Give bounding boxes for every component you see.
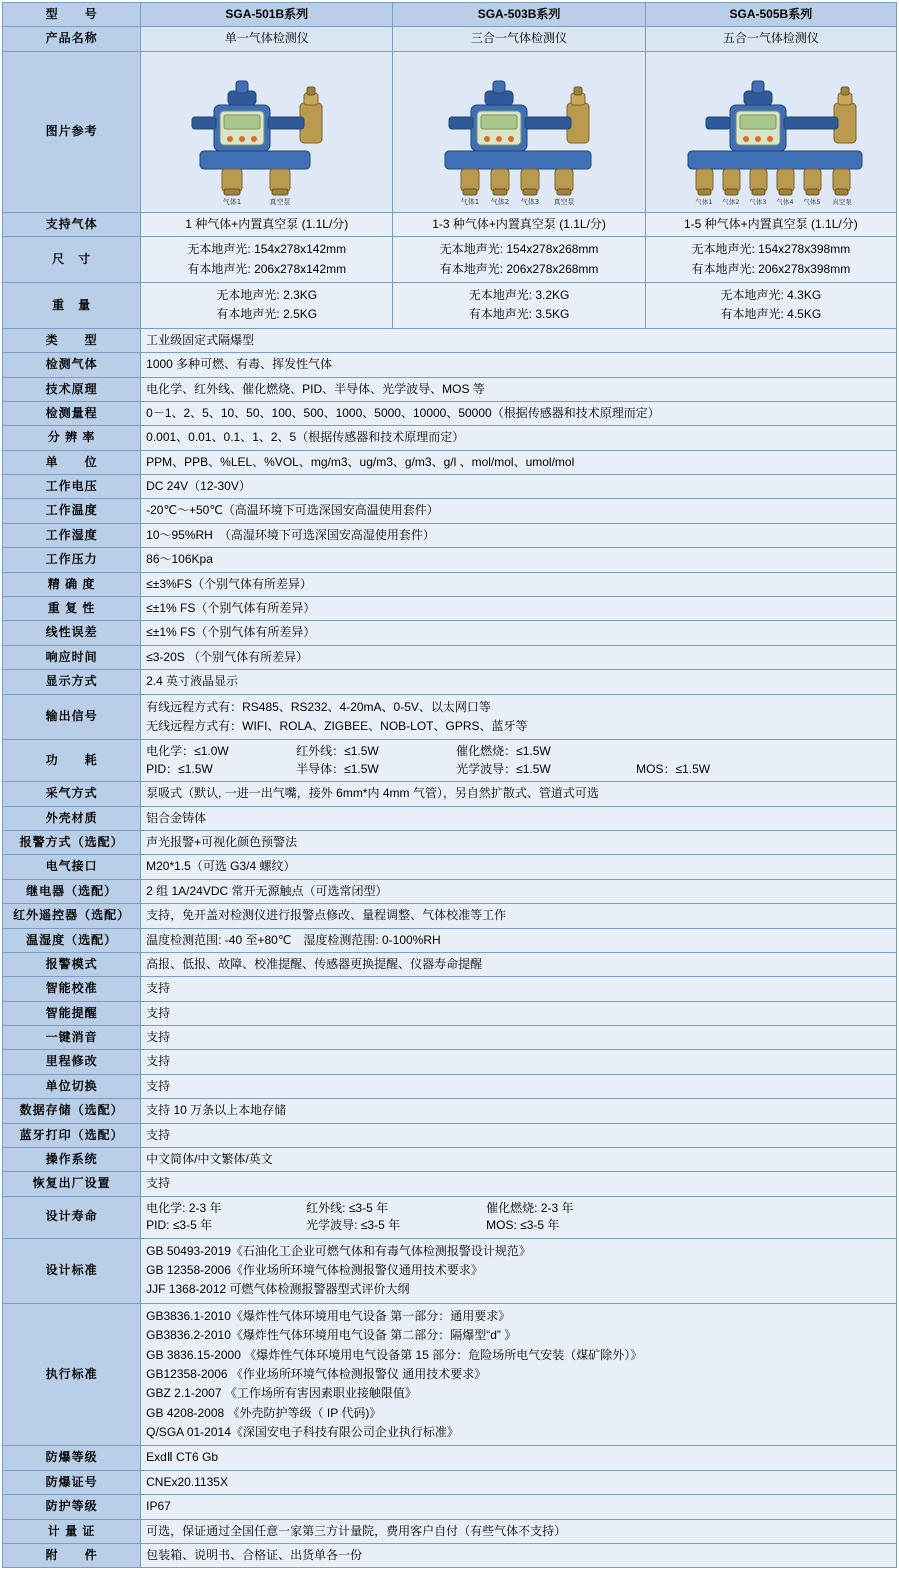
power-electro-value: ≤1.0W (194, 744, 229, 759)
row-value-alarm-mode: 高报、低报、故障、校准提醒、传感器更换提醒、仪器寿命提醒 (141, 952, 897, 976)
size-1-line1: 无本地声光: 154x278x142mm (187, 242, 347, 257)
table-row-spec (3, 450, 897, 474)
row-label-design-life: 设计寿命 (3, 1196, 141, 1238)
row-value-linear-error: ≤±1% FS（个别气体有所差异） (141, 621, 897, 645)
row-value-bluetooth-print: 支持 (141, 1123, 897, 1147)
row-label-product-name: 产品名称 (3, 27, 141, 51)
table-row-spec (3, 1026, 897, 1050)
svg-text:气体2: 气体2 (490, 197, 510, 206)
svg-text:气体4: 气体4 (776, 197, 794, 206)
exec-standard-line-1: GB3836.1-2010《爆炸性气体环境用电气设备 第一部分：通用要求》 (146, 1308, 511, 1323)
row-label-smart-reminder: 智能提醒 (3, 1001, 141, 1025)
life-electro-label: 电化学: (146, 1200, 186, 1215)
row-value-housing: 铝合金铸体 (141, 806, 897, 830)
row-value-accessories: 包装箱、说明书、合格证、出货单各一份 (141, 1544, 897, 1568)
support-gas-3: 1-5 种气体+内置真空泵 (1.1L/分) (645, 212, 896, 236)
life-optical-value: ≤3-5 年 (360, 1218, 401, 1233)
spec-table (2, 2, 897, 1568)
row-value-temp: -20℃～+50℃（高温环境下可选深国安高温使用套件） (141, 499, 897, 523)
power-mos-label: MOS： (636, 761, 676, 776)
svg-text:气体3: 气体3 (520, 197, 540, 206)
row-value-smart-reminder: 支持 (141, 1001, 897, 1025)
row-value-mute: 支持 (141, 1026, 897, 1050)
table-row-spec (3, 1123, 897, 1147)
power-optical-value: ≤1.5W (516, 761, 551, 776)
size-1 (141, 237, 393, 283)
table-row-spec (3, 1544, 897, 1568)
row-value-smart-calibration: 支持 (141, 977, 897, 1001)
row-value-design-life (141, 1196, 897, 1238)
size-2-line2: 有本地声光: 206x278x268mm (439, 261, 599, 276)
table-row-spec (3, 1495, 897, 1519)
life-optical-label: 光学波导: (306, 1218, 358, 1233)
design-standard-line-1: GB 50493-2019《石油化工企业可燃气体和有毒气体检测报警设计规范》 (146, 1243, 531, 1258)
row-label-bluetooth-print: 蓝牙打印（选配） (3, 1123, 141, 1147)
table-row-spec (3, 475, 897, 499)
row-label-metrology-cert: 计 量 证 (3, 1519, 141, 1543)
table-row-spec (3, 1074, 897, 1098)
row-label-humidity: 工作湿度 (3, 523, 141, 547)
table-row-spec (3, 977, 897, 1001)
life-mos (486, 1217, 559, 1234)
table-row-spec (3, 1001, 897, 1025)
power-pid-value: ≤1.5W (178, 761, 213, 776)
row-value-voltage: DC 24V（12-30V） (141, 475, 897, 499)
life-catalytic-label: 催化燃烧: (486, 1200, 538, 1215)
life-electro-value: 2-3 年 (188, 1200, 222, 1215)
power-pid-label: PID： (146, 761, 179, 776)
design-standard-line-2: GB 12358-2006《作业场所环境气体检测报警仪通用技术要求》 (146, 1262, 483, 1277)
row-value-ex-cert: CNEx20.1135X (141, 1470, 897, 1494)
spec-sheet (0, 2, 899, 1568)
row-label-weight: 重 量 (3, 282, 141, 328)
row-label-temp-humidity: 温湿度（选配） (3, 928, 141, 952)
table-row-spec (3, 645, 897, 669)
row-label-relay: 继电器（选配） (3, 879, 141, 903)
row-label-os: 操作系统 (3, 1148, 141, 1172)
row-value-repeatability: ≤±1% FS（个别气体有所差异） (141, 597, 897, 621)
power-electro-label: 电化学： (146, 744, 195, 759)
table-row-design-life (3, 1196, 897, 1238)
row-label-unit: 单 位 (3, 450, 141, 474)
row-value-metrology-cert: 可选，保证通过全国任意一家第三方计量院，费用客户自付（有些气体不支持） (141, 1519, 897, 1543)
row-label-output-signal: 输出信号 (3, 694, 141, 740)
row-value-unit: PPM、PPB、%LEL、%VOL、mg/m3、ug/m3、g/m3、g/l 、mol/mol、umol/mol (141, 450, 897, 474)
row-label-accessories: 附 件 (3, 1544, 141, 1568)
row-label-unit-switch: 单位切换 (3, 1074, 141, 1098)
power-optical-label: 光学波导： (456, 761, 517, 776)
table-row-support-gas (3, 212, 897, 236)
exec-standard-line-7: Q/SGA 01-2014《深国安电子科技有限公司企业执行标准》 (146, 1425, 459, 1440)
power-ir (296, 743, 456, 760)
size-3 (645, 237, 896, 283)
table-row-size (3, 237, 897, 283)
svg-text:真空泵: 真空泵 (832, 197, 852, 206)
model-col-2: SGA-503B系列 (393, 3, 645, 27)
life-pid-label: PID: (146, 1218, 170, 1233)
size-1-line2: 有本地声光: 206x278x142mm (187, 261, 347, 276)
row-value-type: 工业级固定式隔爆型 (141, 328, 897, 352)
product-name-3: 五合一气体检测仪 (645, 27, 896, 51)
device-image-2 (393, 51, 645, 212)
row-value-output-signal (141, 694, 897, 740)
size-3-line2: 有本地声光: 206x278x398mm (691, 261, 851, 276)
row-label-power: 功 耗 (3, 740, 141, 782)
row-label-sampling: 采气方式 (3, 782, 141, 806)
row-value-electrical-interface: M20*1.5（可选 G3/4 螺纹） (141, 855, 897, 879)
life-electro (146, 1200, 306, 1217)
life-pid (146, 1217, 306, 1234)
row-label-range: 检测量程 (3, 401, 141, 425)
model-col-3: SGA-505B系列 (645, 3, 896, 27)
table-row-exec-standard (3, 1303, 897, 1446)
row-label-ir-remote: 红外遥控器（选配） (3, 904, 141, 928)
life-pid-value: ≤3-5 年 (172, 1218, 213, 1233)
row-value-range: 0－1、2、5、10、50、100、500、1000、5000、10000、50000（根据传感器和技术原理而定） (141, 401, 897, 425)
power-mos-value: ≤1.5W (675, 761, 711, 776)
size-3-line1: 无本地声光: 154x278x398mm (691, 242, 851, 257)
power-pid (146, 761, 296, 778)
power-line-1 (146, 743, 891, 760)
row-label-response-time: 响应时间 (3, 645, 141, 669)
svg-text:气体2: 气体2 (722, 197, 740, 206)
output-signal-wireless: 无线远程方式有：WIFI、ROLA、ZIGBEE、NOB-LOT、GPRS、蓝牙等 (146, 718, 528, 733)
row-value-accuracy: ≤±3%FS（个别气体有所差异） (141, 572, 897, 596)
row-label-detect-gas: 检测气体 (3, 353, 141, 377)
table-row-design-standard (3, 1238, 897, 1303)
row-label-ex-grade: 防爆等级 (3, 1446, 141, 1470)
power-ir-label: 红外线： (296, 744, 345, 759)
gas-detector-1-icon (152, 57, 382, 207)
weight-2 (393, 282, 645, 328)
row-value-humidity: 10～95%RH （高湿环境下可选深国安高湿使用套件） (141, 523, 897, 547)
svg-text:气体5: 气体5 (803, 197, 821, 206)
row-label-tech-principle: 技术原理 (3, 377, 141, 401)
product-name-1: 单一气体检测仪 (141, 27, 393, 51)
svg-text:气体1: 气体1 (460, 197, 480, 206)
row-value-pressure: 86～106Kpa (141, 548, 897, 572)
table-row-spec (3, 1519, 897, 1543)
gas-detector-2-icon (399, 57, 639, 207)
table-row-spec (3, 1470, 897, 1494)
power-ir-value: ≤1.5W (344, 744, 379, 759)
row-value-sampling: 泵吸式（默认, 一进一出气嘴，接外 6mm*内 4mm 气管），另自然扩散式、管道式可选 (141, 782, 897, 806)
table-row-spec (3, 670, 897, 694)
exec-standard-line-2: GB3836.2-2010《爆炸性气体环境用电气设备 第二部分：隔爆型“d” 》 (146, 1328, 517, 1343)
table-row-spec (3, 426, 897, 450)
row-label-ex-cert: 防爆证号 (3, 1470, 141, 1494)
table-row-spec (3, 401, 897, 425)
weight-3 (645, 282, 896, 328)
row-value-display: 2.4 英寸液晶显示 (141, 670, 897, 694)
row-label-model: 型 号 (3, 3, 141, 27)
row-value-factory-reset: 支持 (141, 1172, 897, 1196)
row-value-relay: 2 组 1A/24VDC 常开无源触点（可选常闭型） (141, 879, 897, 903)
row-label-image-ref: 图片参考 (3, 51, 141, 212)
design-life-line-2 (146, 1217, 891, 1234)
power-catalytic-value: ≤1.5W (516, 744, 551, 759)
gas-detector-3-icon (648, 57, 894, 207)
row-label-data-storage: 数据存储（选配） (3, 1099, 141, 1123)
row-value-ir-remote: 支持，免开盖对检测仪进行报警点修改、量程调整、气体校准等工作 (141, 904, 897, 928)
row-label-mute: 一键消音 (3, 1026, 141, 1050)
table-row-weight (3, 282, 897, 328)
power-semi (296, 761, 456, 778)
table-row-spec (3, 597, 897, 621)
power-semi-label: 半导体： (296, 761, 345, 776)
life-catalytic-value: 2-3 年 (540, 1200, 574, 1215)
row-label-voltage: 工作电压 (3, 475, 141, 499)
row-value-exec-standard (141, 1303, 897, 1446)
power-catalytic (456, 743, 551, 760)
row-label-repeatability: 重 复 性 (3, 597, 141, 621)
row-label-smart-calibration: 智能校准 (3, 977, 141, 1001)
row-value-temp-humidity: 温度检测范围: -40 至+80℃ 湿度检测范围: 0-100%RH (141, 928, 897, 952)
table-row-spec (3, 499, 897, 523)
row-value-os: 中文简体/中文繁体/英文 (141, 1148, 897, 1172)
row-value-ip-grade: IP67 (141, 1495, 897, 1519)
weight-1-line1: 无本地声光: 2.3KG (216, 287, 318, 302)
power-semi-value: ≤1.5W (344, 761, 379, 776)
weight-3-line2: 有本地声光: 4.5KG (720, 307, 822, 322)
table-row-spec (3, 1446, 897, 1470)
table-row-spec (3, 928, 897, 952)
table-row-output-signal (3, 694, 897, 740)
table-row-image-ref (3, 51, 897, 212)
svg-text:气体1: 气体1 (222, 197, 242, 206)
row-label-housing: 外壳材质 (3, 806, 141, 830)
exec-standard-line-4: GB12358-2006 《作业场所环境气体检测报警仪 通用技术要求》 (146, 1366, 487, 1381)
row-label-ip-grade: 防护等级 (3, 1495, 141, 1519)
table-row-spec (3, 1172, 897, 1196)
power-mos (636, 761, 710, 778)
weight-1-line2: 有本地声光: 2.5KG (216, 307, 318, 322)
table-row-spec (3, 1148, 897, 1172)
life-ir-value: ≤3-5 年 (348, 1200, 389, 1215)
power-optical (456, 761, 636, 778)
row-label-electrical-interface: 电气接口 (3, 855, 141, 879)
device-image-1 (141, 51, 393, 212)
table-row-spec (3, 855, 897, 879)
table-row-spec (3, 1050, 897, 1074)
table-row-spec (3, 377, 897, 401)
support-gas-1: 1 种气体+内置真空泵 (1.1L/分) (141, 212, 393, 236)
row-value-detect-gas: 1000 多种可燃、有毒、挥发性气体 (141, 353, 897, 377)
table-row-spec (3, 830, 897, 854)
row-value-alarm-method: 声光报警+可视化颜色预警法 (141, 830, 897, 854)
life-ir (306, 1200, 486, 1217)
weight-2-line2: 有本地声光: 3.5KG (468, 307, 570, 322)
row-label-resolution: 分 辨 率 (3, 426, 141, 450)
row-value-design-standard (141, 1238, 897, 1303)
life-ir-label: 红外线: (306, 1200, 346, 1215)
life-optical (306, 1217, 486, 1234)
life-mos-value: ≤3-5 年 (520, 1218, 560, 1233)
row-label-design-standard: 设计标准 (3, 1238, 141, 1303)
table-row-spec (3, 904, 897, 928)
size-2-line1: 无本地声光: 154x278x268mm (439, 242, 599, 257)
table-row-spec (3, 782, 897, 806)
weight-1 (141, 282, 393, 328)
product-name-2: 三合一气体检测仪 (393, 27, 645, 51)
table-row-spec (3, 523, 897, 547)
svg-text:气体3: 气体3 (749, 197, 767, 206)
row-label-range-edit: 里程修改 (3, 1050, 141, 1074)
row-label-temp: 工作温度 (3, 499, 141, 523)
row-value-unit-switch: 支持 (141, 1074, 897, 1098)
row-value-tech-principle: 电化学、红外线、催化燃烧、PID、半导体、光学波导、MOS 等 (141, 377, 897, 401)
power-catalytic-label: 催化燃烧： (456, 744, 517, 759)
row-label-linear-error: 线性误差 (3, 621, 141, 645)
support-gas-2: 1-3 种气体+内置真空泵 (1.1L/分) (393, 212, 645, 236)
svg-text:气体1: 气体1 (695, 197, 713, 206)
exec-standard-line-5: GBZ 2.1-2007 《工作场所有害因素职业接触限值》 (146, 1386, 417, 1401)
weight-2-line1: 无本地声光: 3.2KG (468, 287, 570, 302)
life-catalytic (486, 1200, 573, 1217)
svg-text:真空泵: 真空泵 (269, 197, 291, 206)
row-value-range-edit: 支持 (141, 1050, 897, 1074)
exec-standard-line-6: GB 4208-2008 《外壳防护等级（ IP 代码)》 (146, 1405, 382, 1420)
row-label-factory-reset: 恢复出厂设置 (3, 1172, 141, 1196)
row-label-type: 类 型 (3, 328, 141, 352)
table-row-spec (3, 621, 897, 645)
table-row-spec (3, 328, 897, 352)
table-row-spec (3, 572, 897, 596)
row-value-resolution: 0.001、0.01、0.1、1、2、5（根据传感器和技术原理而定） (141, 426, 897, 450)
design-standard-line-3: JJF 1368-2012 可燃气体检测报警器型式评价大纲 (146, 1282, 410, 1297)
life-mos-label: MOS: (486, 1218, 517, 1233)
table-row-power (3, 740, 897, 782)
row-value-power (141, 740, 897, 782)
row-value-response-time: ≤3-20S （个别气体有所差异） (141, 645, 897, 669)
exec-standard-line-3: GB 3836.15-2000 《爆炸性气体环境用电气设备第 15 部分：危险场所电气安装（煤矿除外）》 (146, 1347, 643, 1362)
row-label-support-gas: 支持气体 (3, 212, 141, 236)
table-row-spec (3, 548, 897, 572)
row-label-accuracy: 精 确 度 (3, 572, 141, 596)
table-row-spec (3, 1099, 897, 1123)
row-value-ex-grade: ExdⅡ CT6 Gb (141, 1446, 897, 1470)
power-electro (146, 743, 296, 760)
table-row-model (3, 3, 897, 27)
row-label-exec-standard: 执行标准 (3, 1303, 141, 1446)
size-2 (393, 237, 645, 283)
model-col-1: SGA-501B系列 (141, 3, 393, 27)
table-row-product-name (3, 27, 897, 51)
row-label-alarm-mode: 报警模式 (3, 952, 141, 976)
design-life-line-1 (146, 1200, 891, 1217)
row-label-size: 尺 寸 (3, 237, 141, 283)
table-row-spec (3, 353, 897, 377)
row-label-pressure: 工作压力 (3, 548, 141, 572)
table-row-spec (3, 806, 897, 830)
row-value-data-storage: 支持 10 万条以上本地存储 (141, 1099, 897, 1123)
device-image-3 (645, 51, 896, 212)
weight-3-line1: 无本地声光: 4.3KG (720, 287, 822, 302)
svg-text:真空泵: 真空泵 (553, 197, 575, 206)
row-label-alarm-method: 报警方式（选配） (3, 830, 141, 854)
output-signal-wired: 有线远程方式有：RS485、RS232、4-20mA、0-5V、以太网口等 (146, 699, 491, 714)
table-row-spec (3, 879, 897, 903)
table-row-spec (3, 952, 897, 976)
power-line-2 (146, 761, 891, 778)
row-label-display: 显示方式 (3, 670, 141, 694)
